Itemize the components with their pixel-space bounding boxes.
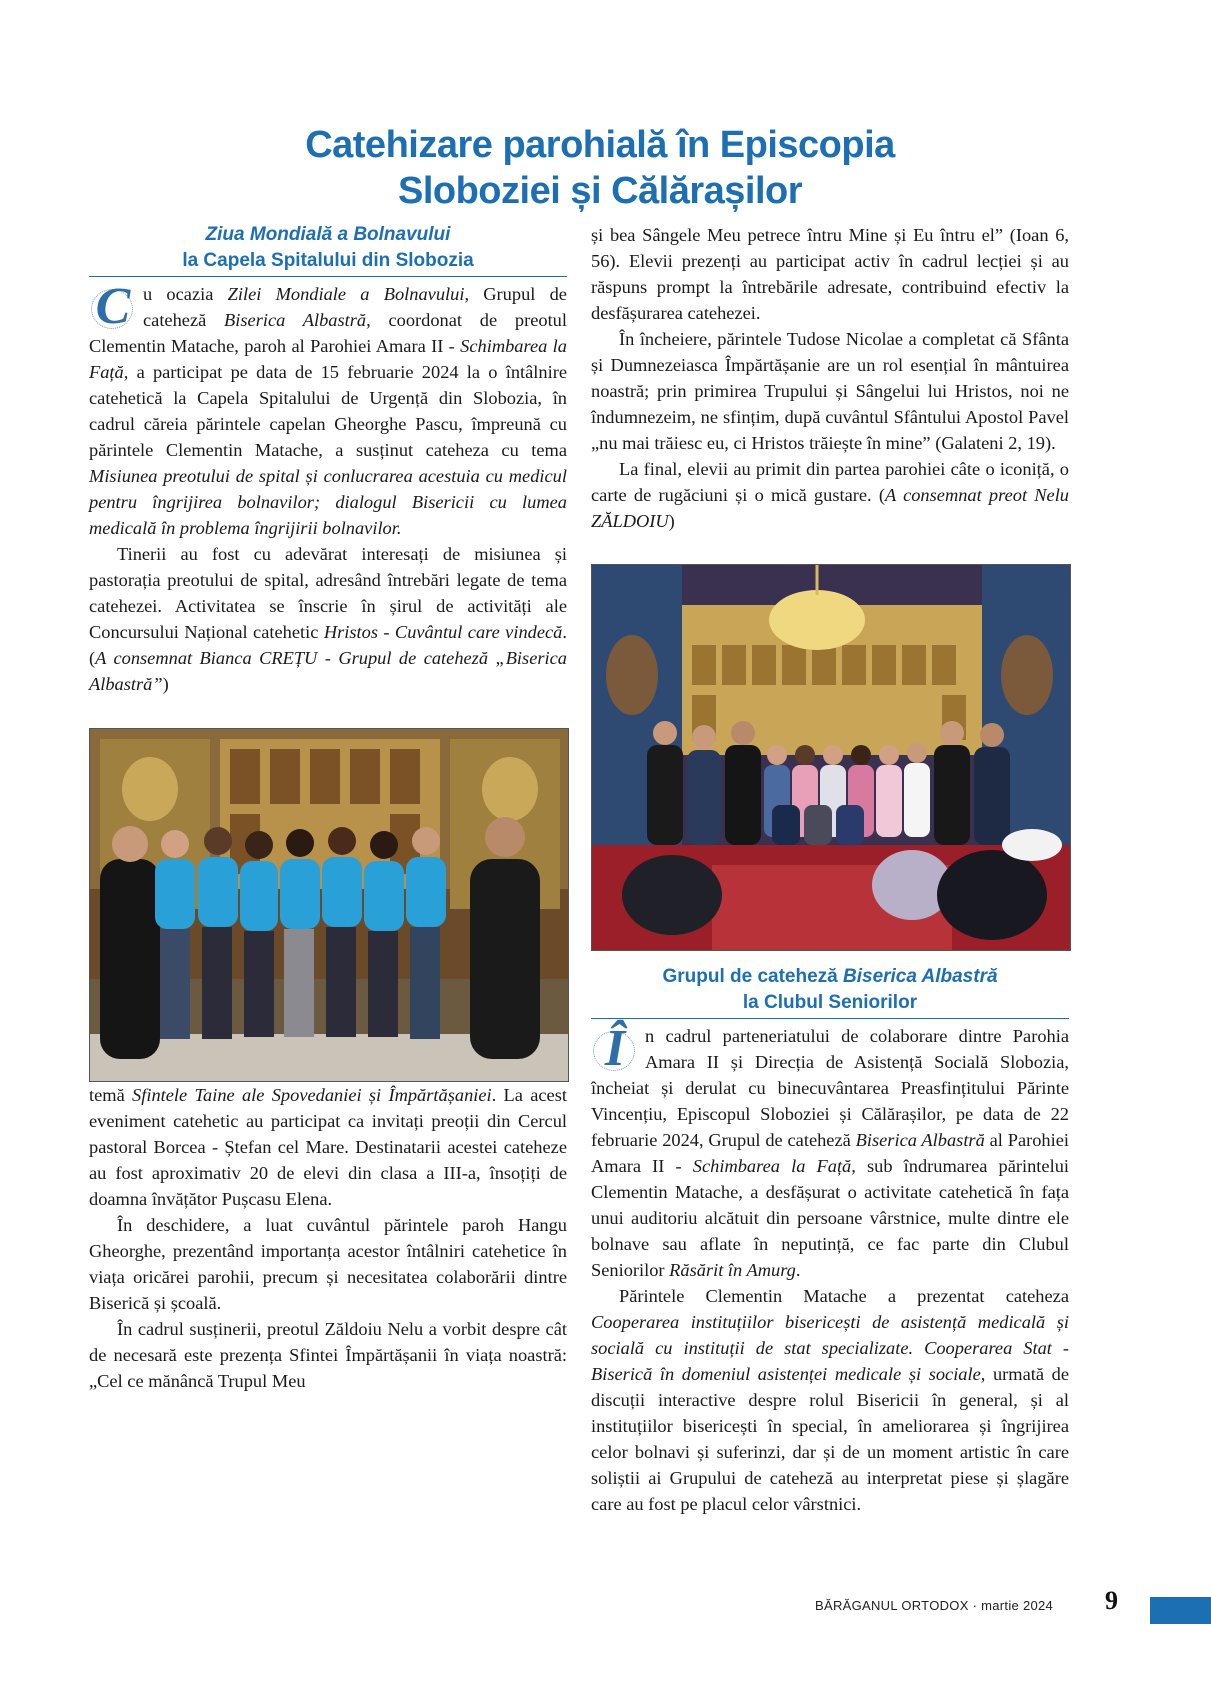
article1-paragraph-2 bbox=[89, 541, 567, 697]
article2-paragraph-2 bbox=[89, 1212, 567, 1316]
italic-text: Cooperarea instituțiilor bisericești de asistență medicală și socială cu instituții de stat specializate. Cooperarea Stat - Biserică în domeniul asistenței medicale și sociale, bbox=[591, 1312, 1069, 1384]
body-text: coordonat de preotul Clementin Matache, paroh al Parohiei Amara II - bbox=[89, 310, 567, 356]
photo-church-group-image bbox=[592, 565, 1070, 950]
footer-accent-bar bbox=[1150, 1597, 1211, 1624]
article3-heading-line-1: Grupul de cateheză Biserica Albastră bbox=[662, 966, 998, 987]
italic-text: Hristos - Cuvântul care vindecă bbox=[323, 622, 563, 642]
drop-cap: Î bbox=[591, 1025, 639, 1073]
body-text: ) bbox=[668, 511, 675, 531]
photo-hospital-chapel bbox=[89, 728, 569, 1082]
italic-text: Răsărit în Amurg bbox=[669, 1260, 796, 1280]
article2-paragraph-3 bbox=[89, 1316, 567, 1394]
body-text: ) bbox=[162, 674, 169, 694]
article1-heading-line-2: la Capela Spitalului din Slobozia bbox=[182, 250, 474, 271]
photo-hospital-chapel-image bbox=[90, 729, 568, 1081]
article3-paragraph-2 bbox=[591, 1283, 1069, 1517]
body-text: a participat pe data de 15 februarie 2024 la o întâlnire catehetică la Capela Spitalului de Urgență din Slobozia, în cadrul căreia părintele capelan Gheorghe Pascu, împreună cu părintele Clementin Matache, a susținut cateheza cu tema bbox=[89, 362, 567, 460]
body-text: . La acest eveniment catehetic au participat ca invitați preoții din Cercul pastoral Borcea - Ștefan cel Mare. Destinatarii acestei cateheze au fost aproximativ 20 de elevi din clasa a III-a, însoțiți de doamna învățător Pușcasu Elena. bbox=[89, 1085, 567, 1209]
italic-text: Biserica Albastră bbox=[855, 1130, 985, 1150]
right-column-bottom bbox=[591, 964, 1069, 1517]
page-title bbox=[150, 122, 1050, 214]
body-text: . ( bbox=[89, 622, 567, 668]
footer-publication: BĂRĂGANUL ORTODOX · martie 2024 bbox=[815, 1598, 1054, 1613]
article2-paragraph-4 bbox=[591, 222, 1069, 326]
body-text: temă bbox=[89, 1085, 125, 1105]
body-text: n cadrul parteneriatului de colaborare dintre Parohia Amara II și Direcția de Asistență Socială Slobozia, încheiat și derulat cu binecuvântarea Preasfințitului Părinte Vincențiu, Episcopul Sloboziei și Călărașilor, pe data de 22 februarie 2024, Grupul de cateheză bbox=[591, 1026, 1069, 1150]
title-line-2: Sloboziei și Călărașilor bbox=[397, 170, 803, 212]
page-number: 9 bbox=[1105, 1586, 1118, 1615]
body-text: și bea Sângele Meu petrece întru Mine și Eu întru el” (Ioan 6, 56). Elevii prezenți au participat activ în cadrul lecției și au răspuns prompt la întrebările adresate, contribuind efectiv la desfășurarea catehezei. bbox=[591, 225, 1069, 323]
body-text: urmată de discuții interactive despre rolul Bisericii în general, și al instituțiilor bisericești în special, în ameliorarea și îngrijirea celor bolnavi și suferinzi, dar și de un moment artistic în care soliștii ai Grupului de cateheză au interpretat piese și șlagăre care au fost pe placul celor vârstnici. bbox=[591, 1364, 1069, 1514]
article3-heading bbox=[591, 964, 1069, 1019]
article1-paragraph-1 bbox=[89, 278, 567, 541]
article1-heading-line-1: Ziua Mondială a Bolnavului bbox=[205, 224, 451, 245]
body-text: În deschidere, a luat cuvântul părintele paroh Hangu Gheorghe, prezentând importanța acestor întâlniri catehetice în viața oricărei parohii, precum și necesitatea colaborării dintre Biserică și școală. bbox=[89, 1215, 567, 1313]
italic-text: Schimbarea la Față, bbox=[692, 1156, 856, 1176]
body-text: Tinerii au fost cu adevărat interesați de misiunea și pastorația preotului de spital, adresând întrebări legate de tema catehezei. Activitatea se înscrie în șirul de activități ale Concursului Național catehetic bbox=[89, 544, 567, 642]
right-column-top bbox=[591, 222, 1069, 534]
italic-text: Zilei Mondiale a Bolnavului bbox=[227, 284, 465, 304]
article3-paragraph-1 bbox=[591, 1020, 1070, 1283]
article2-paragraph-5 bbox=[591, 326, 1069, 456]
body-text: În cadrul susținerii, preotul Zăldoiu Nelu a vorbit despre cât de necesară este prezența Sfintei Împărtășanii în viața noastră: „Cel ce mănâncă Trupul Meu bbox=[89, 1319, 567, 1391]
italic-text: Sfintele Taine ale Spovedaniei și Împărtășaniei bbox=[132, 1085, 492, 1105]
body-text: În încheiere, părintele Tudose Nicolae a completat că Sfânta și Dumnezeiasca Împărtășanie are un rol esențial în mântuirea noastră; prin primirea Trupului și Sângelui lui Hristos, noi ne îndumnezeim, ne sfințim, după cuvântul Sfântului Apostol Pavel „nu mai trăiesc eu, ci Hristos trăiește în mine” (Galateni 2, 19). bbox=[591, 329, 1069, 453]
italic-text: Schimbarea la Față, bbox=[89, 336, 567, 382]
article1-heading bbox=[89, 222, 567, 277]
article2-paragraph-6 bbox=[591, 456, 1069, 534]
body-text: , Grupul de cateheză bbox=[143, 284, 567, 330]
italic-text: Biserica Albastră, bbox=[224, 310, 371, 330]
drop-cap: C bbox=[89, 283, 137, 331]
body-text: . bbox=[795, 1260, 801, 1280]
italic-text: A consemnat preot Nelu ZĂLDOIU bbox=[591, 485, 1069, 531]
body-text: u ocazia bbox=[143, 284, 228, 304]
italic-text: Misiunea preotului de spital și conlucrarea acestuia cu medicul pentru îngrijirea bolnavilor; dialogul Bisericii cu lumea medicală în problema îngrijirii bolnavilor. bbox=[89, 466, 567, 538]
title-line-1: Catehizare parohială în Episcopia bbox=[305, 124, 895, 166]
body-text: sub îndrumarea părintelui Clementin Matache, a desfășurat o activitate catehetică în fața unui auditoriu alcătuit din persoane vârstnice, multe dintre ele bolnave sau aflate în neputință, ce fac parte din Clubul Seniorilor bbox=[591, 1156, 1069, 1280]
body-text: Părintele Clementin Matache a prezentat cateheza bbox=[619, 1286, 1069, 1306]
photo-church-group bbox=[591, 564, 1071, 951]
body-text: al Parohiei Amara II - bbox=[591, 1130, 1070, 1176]
italic-text: A consemnat Bianca CREȚU - Grupul de cateheză „Biserica Albastră” bbox=[89, 648, 567, 694]
body-text: La final, elevii au primit din partea parohiei câte o iconiță, o carte de rugăciuni și o mică gustare. ( bbox=[591, 459, 1069, 505]
article3-heading-line-2: la Clubul Seniorilor bbox=[742, 992, 918, 1013]
